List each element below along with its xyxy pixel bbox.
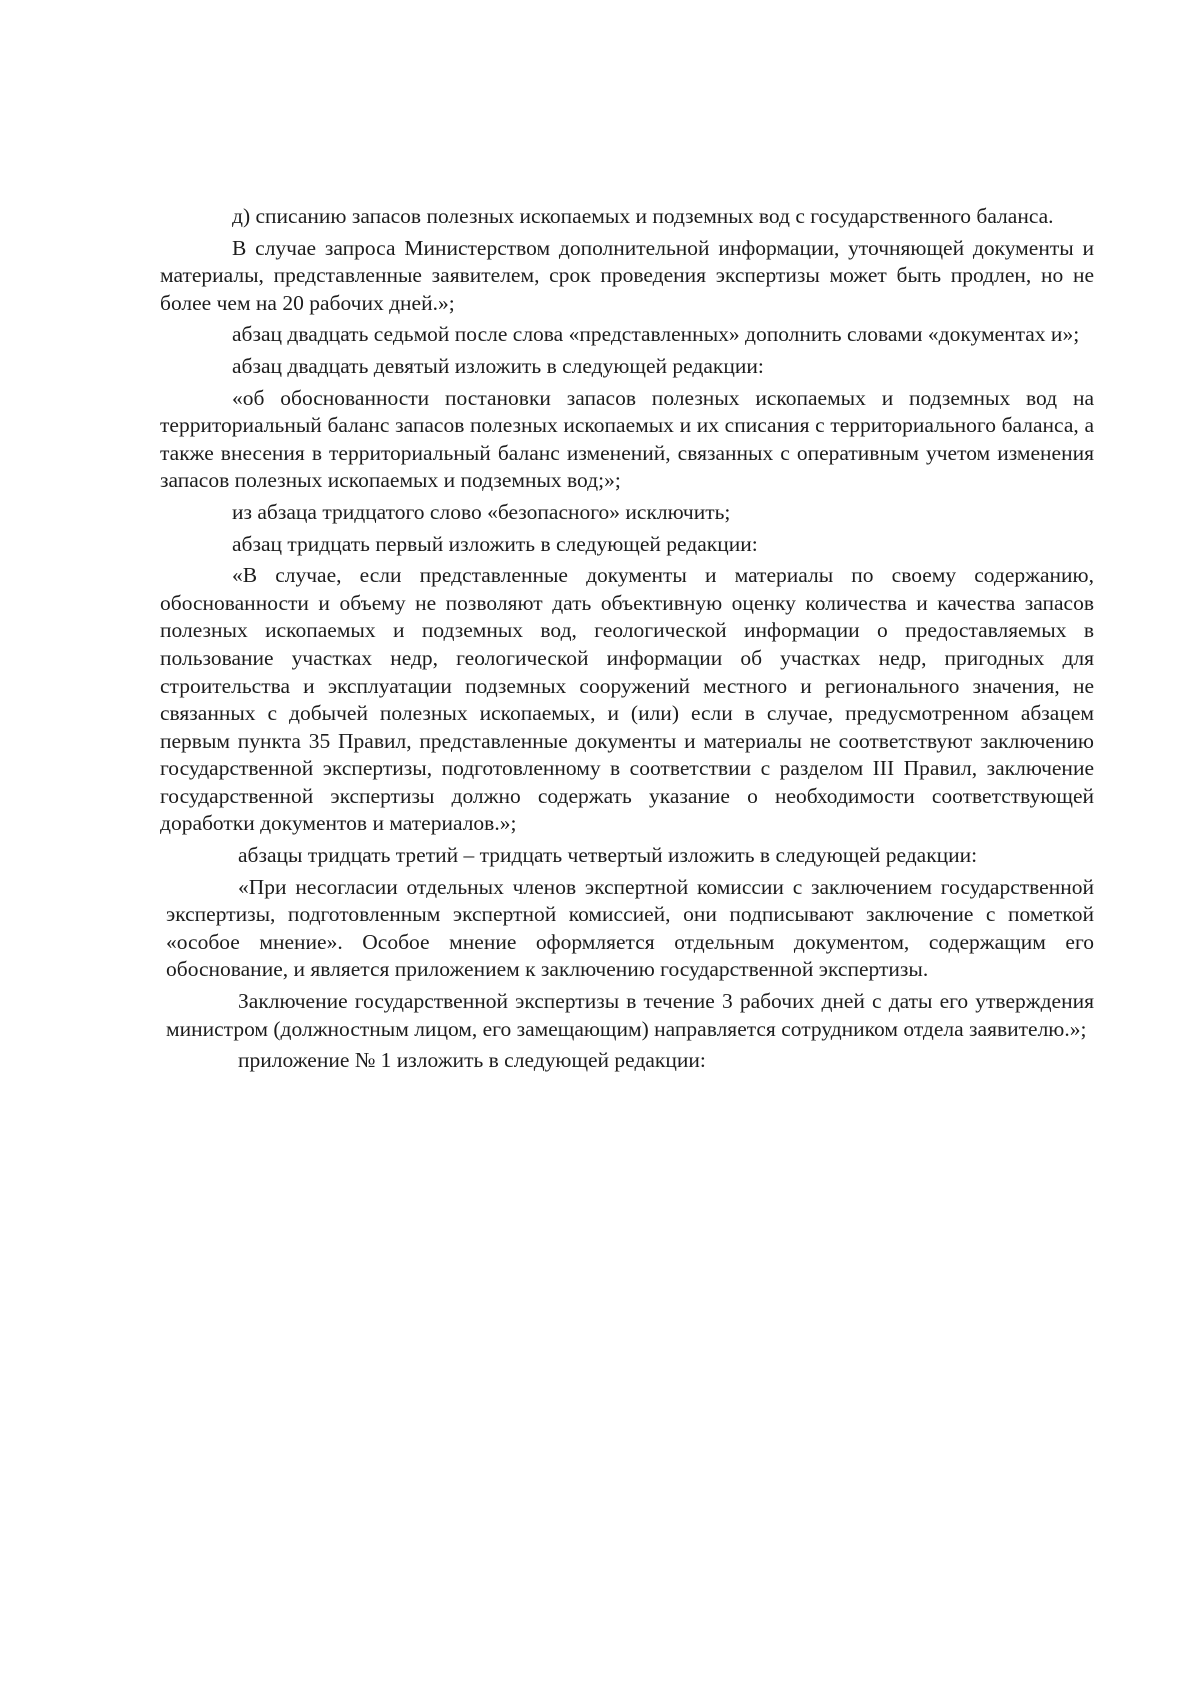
document-body xyxy=(160,203,1094,1075)
paragraph-amendment-31-intro: абзац тридцать первый изложить в следующей редакции: xyxy=(232,531,758,556)
paragraph-extension-term: В случае запроса Министерством дополнительной информации, уточняющей документы и материалы, представленные заявителем, срок проведения экспертизы может быть продлен, но не более чем на 20 рабочих дней.»; xyxy=(160,235,1094,315)
paragraph-conclusion-delivery: Заключение государственной экспертизы в течение 3 рабочих дней с даты его утверждения министром (должностным лицом, его замещающим) направляется сотрудником отдела заявителю.»; xyxy=(166,989,1094,1041)
paragraph-dissenting-opinion: «При несогласии отдельных членов экспертной комиссии с заключением государственной экспертизы, подготовленным экспертной комиссией, они подписывают заключение с пометкой «особое мнение». Особое мнение оформляется отдельным документом, содержащим его обоснование, и является приложением к заключению государственной экспертизы. xyxy=(166,874,1094,982)
paragraph-appendix-1: приложение № 1 изложить в следующей редакции: xyxy=(238,1048,706,1073)
paragraph-amendment-30: из абзаца тридцатого слово «безопасного» исключить; xyxy=(232,499,731,524)
paragraph-item-d: д) списанию запасов полезных ископаемых и подземных вод с государственного баланса. xyxy=(232,204,1054,228)
paragraph-amendment-27: абзац двадцать седьмой после слова «представленных» дополнить словами «документах и»; xyxy=(232,322,1080,347)
paragraph-amendment-33-34-intro: абзацы тридцать третий – тридцать четвертый изложить в следующей редакции: xyxy=(238,843,978,868)
paragraph-amendment-29-text: «об обоснованности постановки запасов полезных ископаемых и подземных вод на территориальный баланс запасов полезных ископаемых и их списания с территориального баланса, а также внесения в территориальный баланс изменений, связанных с оперативным учетом изменения запасов полезных ископаемых и подземных вод;»; xyxy=(160,385,1094,493)
paragraph-amendment-31-text: «В случае, если представленные документы и материалы по своему содержанию, обоснованности и объему не позволяют дать объективную оценку количества и качества запасов полезных ископаемых и подземных вод, геологической информации о предоставляемых в пользование участках недр, геологической информации об участках недр, пригодных для строительства и эксплуатации подземных сооружений местного и регионального значения, не связанных с добычей полезных ископаемых, и (или) если в случае, предусмотренном абзацем первым пункта 35 Правил, представленные документы и материалы не соответствуют заключению государственной экспертизы, подготовленному в соответствии с разделом III Правил, заключение государственной экспертизы должно содержать указание о необходимости соответствующей доработки документов и материалов.»; xyxy=(160,563,1094,836)
paragraph-amendment-29-intro: абзац двадцать девятый изложить в следующей редакции: xyxy=(232,353,764,378)
